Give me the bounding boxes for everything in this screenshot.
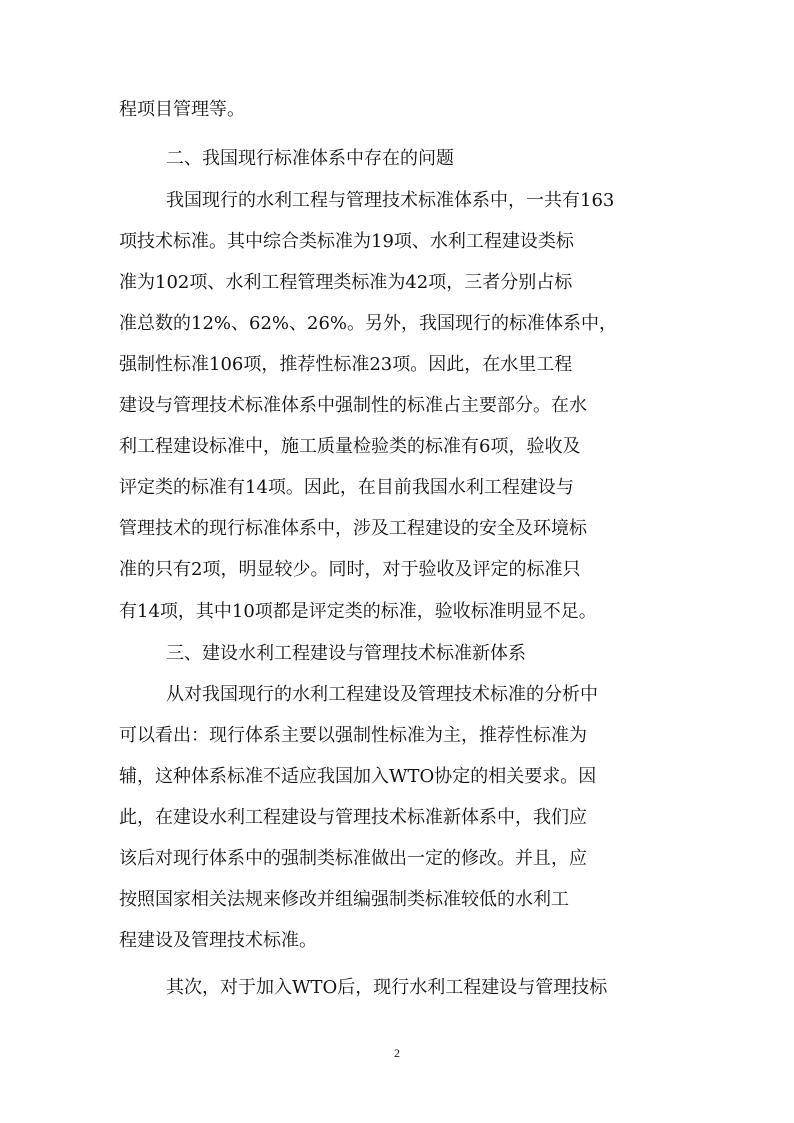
text-line: 准为102项、水利工程管理类标准为42项，三者分别占标 <box>119 272 573 293</box>
text-line: 我国现行的水利工程与管理技术标准体系中，一共有163 <box>166 190 615 211</box>
text-line: 辅，这种体系标准不适应我国加入WTO协定的相关要求。因 <box>119 766 597 787</box>
text-line: 可以看出：现行体系主要以强制性标准为主，推荐性标准为 <box>119 725 587 746</box>
text-line: 管理技术的现行标准体系中，涉及工程建设的安全及环境标 <box>119 518 587 539</box>
text-line: 该后对现行体系中的强制类标准做出一定的修改。并且，应 <box>119 848 587 869</box>
page-number: 2 <box>394 1046 400 1060</box>
text-line: 准的只有2项，明显较少。同时，对于验收及评定的标准只 <box>119 559 581 580</box>
section-heading: 三、建设水利工程建设与管理技术标准新体系 <box>166 643 526 664</box>
text-line: 利工程建设标准中，施工质量检验类的标准有6项，验收及 <box>119 436 581 457</box>
text-line: 按照国家相关法规来修改并组编强制类标准较低的水利工 <box>119 889 569 910</box>
text-line: 从对我国现行的水利工程建设及管理技术标准的分析中 <box>166 684 598 705</box>
text-line: 建设与管理技术标准体系中强制性的标准占主要部分。在水 <box>119 395 587 416</box>
text-line: 项技术标准。其中综合类标准为19项、水利工程建设类标 <box>119 231 574 252</box>
text-line: 强制性标准106项，推荐性标准23项。因此，在水里工程 <box>119 354 573 375</box>
text-line: 有14项，其中10项都是评定类的标准，验收标准明显不足。 <box>119 601 597 622</box>
text-line: 评定类的标准有14项。因此，在目前我国水利工程建设与 <box>119 477 574 498</box>
text-line: 程建设及管理技术标准。 <box>119 930 317 951</box>
section-heading: 二、我国现行标准体系中存在的问题 <box>166 148 454 169</box>
text-line: 程项目管理等。 <box>119 99 245 120</box>
text-line: 其次，对于加入WTO后，现行水利工程建设与管理技标 <box>166 977 608 998</box>
text-line: 准总数的12%、62%、26%。另外，我国现行的标准体系中， <box>119 313 618 334</box>
text-line: 此，在建设水利工程建设与管理技术标准新体系中，我们应 <box>119 807 587 828</box>
